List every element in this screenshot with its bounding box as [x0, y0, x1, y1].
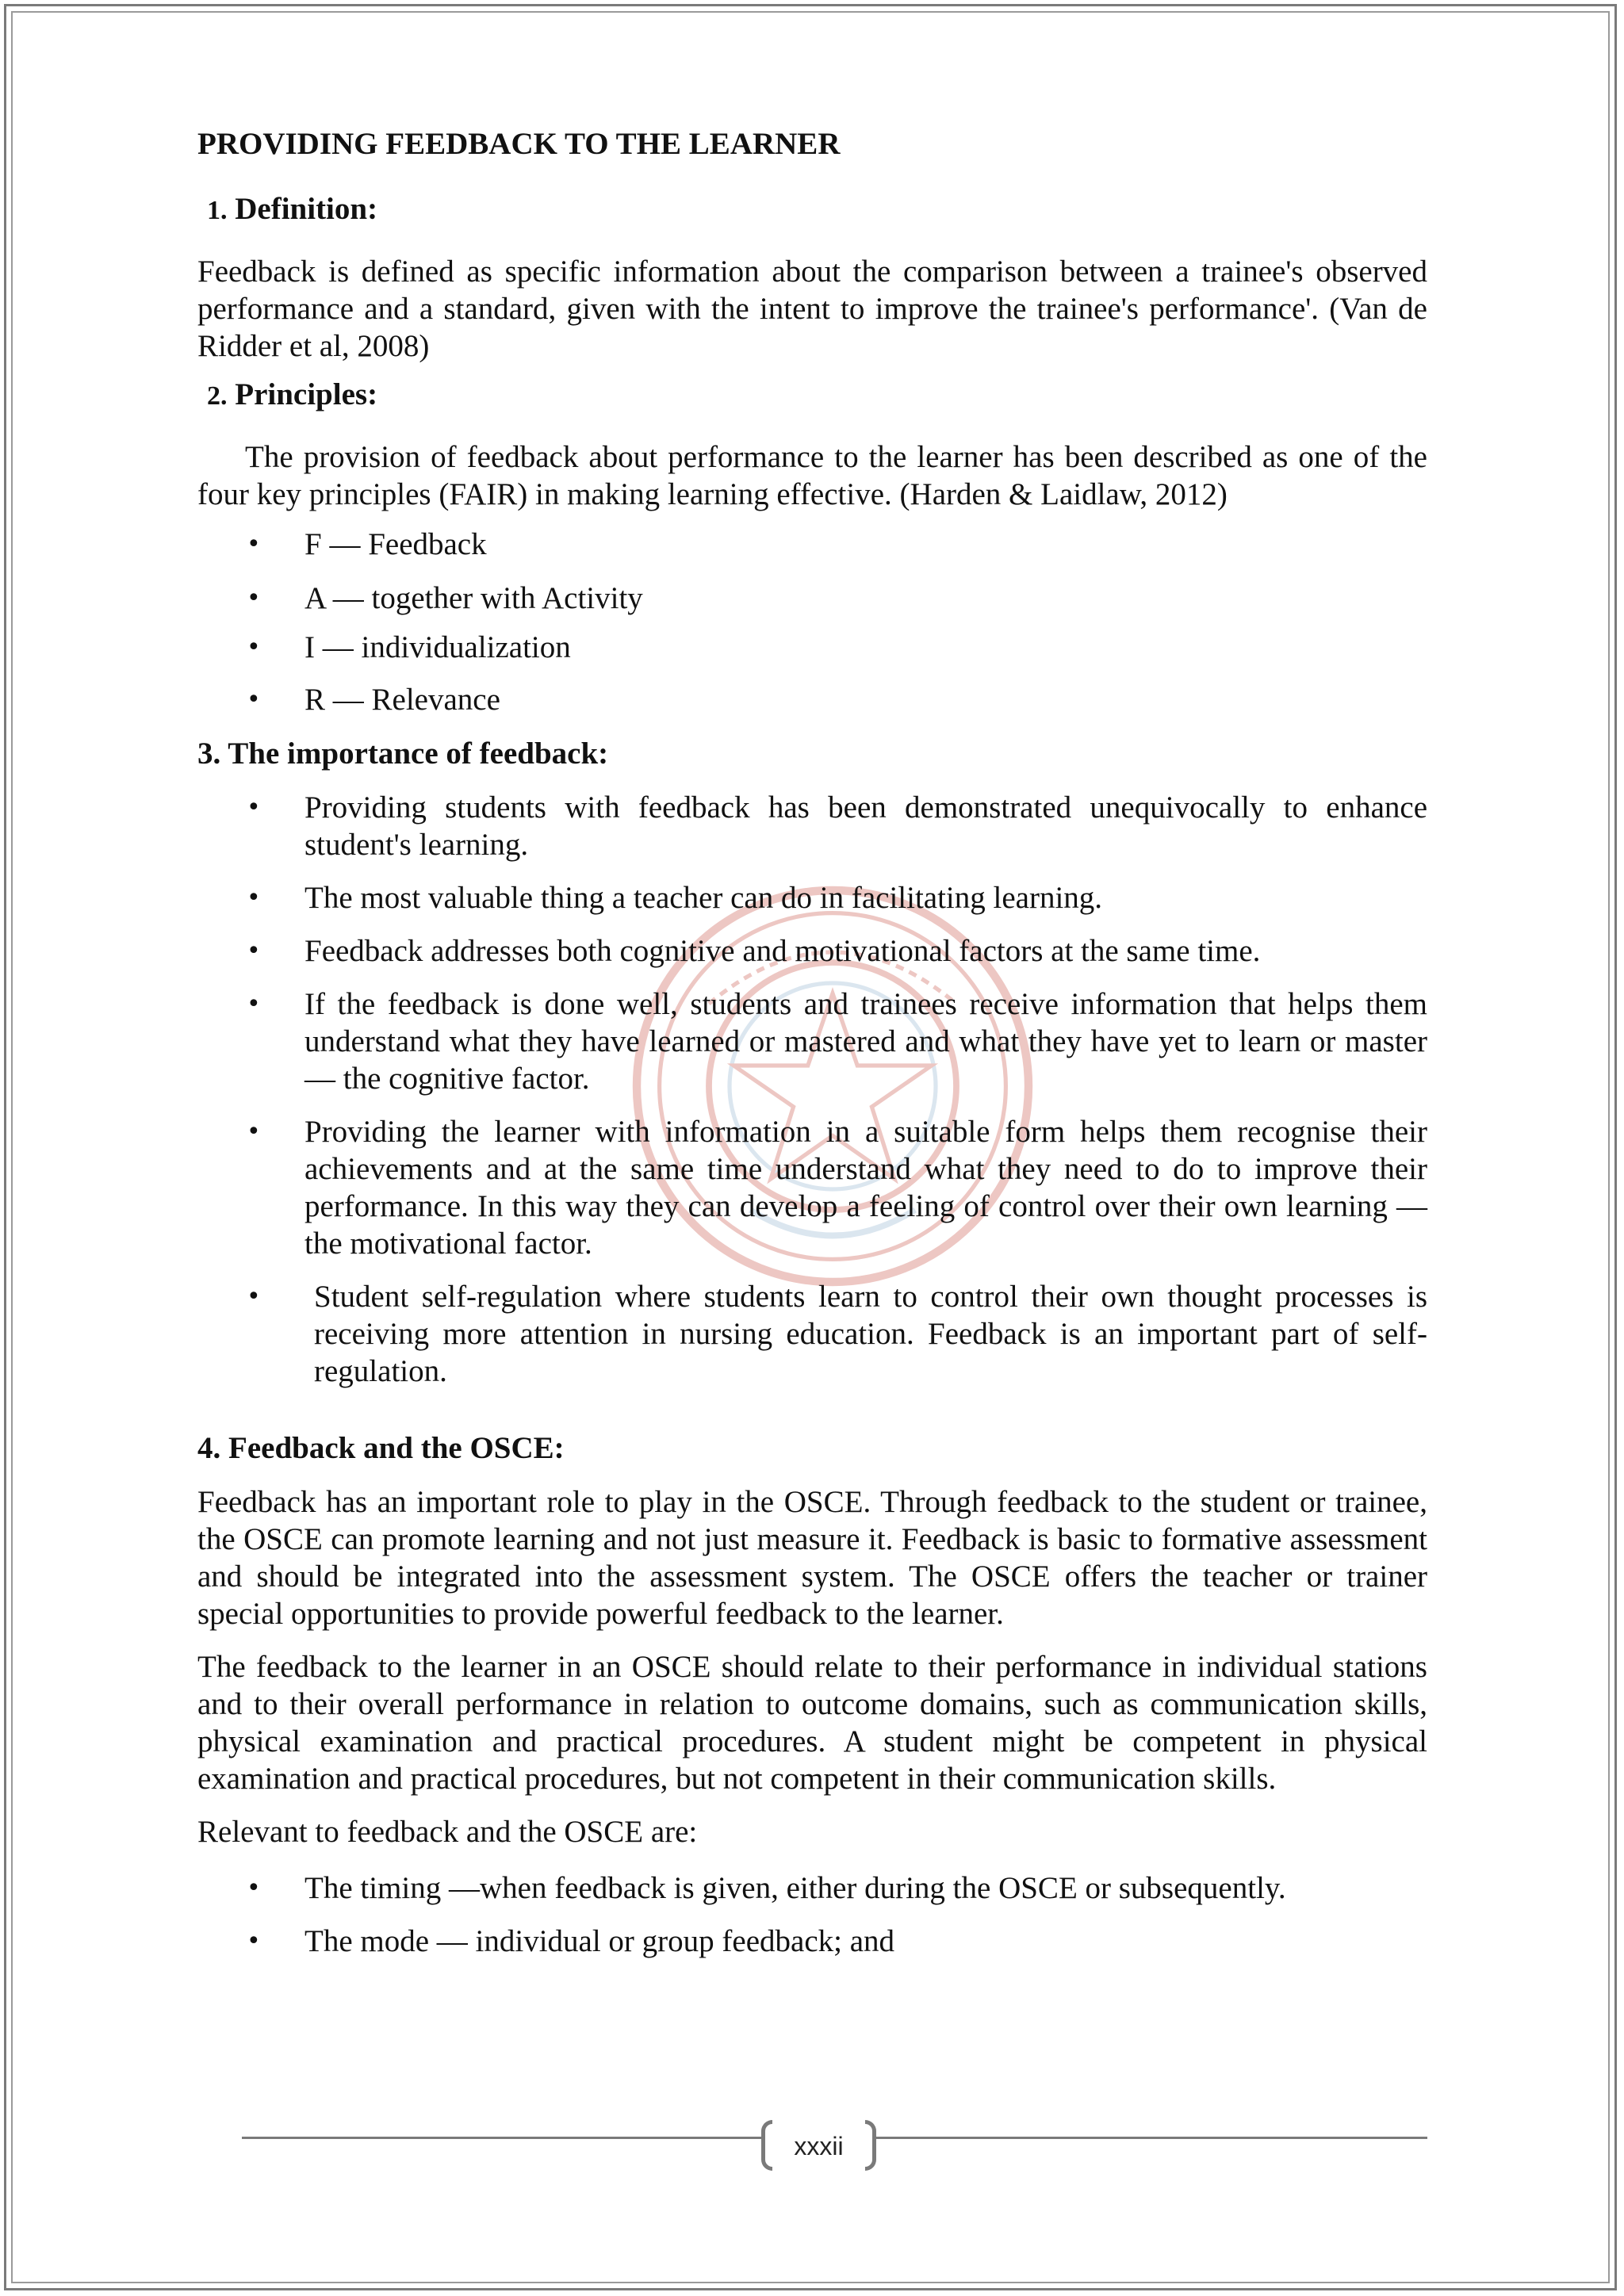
osce-heading: 4. Feedback and the OSCE: — [197, 1431, 565, 1465]
principles-heading-text: Principles: — [235, 377, 378, 411]
osce-paragraph-1: Feedback has an important role to play in the OSCE. Through feedback to the student or trainee, the OSCE can promote learning and not just measure it. Feedback is basic to formative assessment and should be integrated into the assessment system. The OSCE offers the teacher or trainer special opportunities to provide powerful feedback to the learner. — [197, 1485, 1427, 1631]
footer-rule-left — [242, 2137, 761, 2139]
definition-heading-text: Definition: — [235, 192, 378, 226]
list-item: • Providing the learner with information in a suitable form helps them recognise their achievements and at the same time understand what they need to do to improve their performance. In this way they can develop a feeling of control over their own learning —the motivational factor. — [197, 1113, 1427, 1262]
list-item: • A — together with Activity — [197, 580, 1427, 617]
importance-list — [197, 789, 1427, 1390]
list-item: • I — individualization — [197, 629, 1427, 666]
definition-number: 1. — [207, 196, 228, 225]
list-item: • The timing —when feedback is given, either during the OSCE or subsequently. — [197, 1869, 1427, 1907]
page-number-bracket-right — [865, 2120, 876, 2171]
osce-paragraph-3: Relevant to feedback and the OSCE are: — [197, 1815, 698, 1849]
page-number-bracket-left — [761, 2120, 772, 2171]
footer-rule-right — [876, 2137, 1427, 2139]
list-item: • Feedback addresses both cognitive and motivational factors at the same time. — [197, 932, 1427, 970]
list-item: • R — Relevance — [197, 681, 1427, 718]
page-title: PROVIDING FEEDBACK TO THE LEARNER — [197, 127, 841, 161]
list-item: • The most valuable thing a teacher can do in facilitating learning. — [197, 879, 1427, 916]
list-item: • If the feedback is done well, students and trainees receive information that helps them understand what they have learned or mastered and what they have yet to learn or master — the cognitive factor. — [197, 985, 1427, 1097]
osce-list — [197, 1869, 1427, 1960]
list-item: • F — Feedback — [197, 526, 1427, 563]
list-item: • The mode — individual or group feedback; and — [197, 1923, 1427, 1960]
principles-paragraph: The provision of feedback about performance to the learner has been described as one of the four key principles (FAIR) in making learning effective. (Harden & Laidlaw, 2012) — [197, 440, 1427, 511]
principles-number: 2. — [207, 381, 228, 411]
fair-list — [197, 526, 1427, 718]
list-item: • Student self-regulation where students learn to control their own thought processes is receiving more attention in nursing education. Feedback is an important part of self-regulation. — [197, 1278, 1427, 1390]
definition-heading — [197, 190, 1427, 229]
principles-heading — [197, 376, 1427, 415]
osce-paragraph-2: The feedback to the learner in an OSCE should relate to their performance in individual stations and to their overall performance in relation to outcome domains, such as communication skills, physical examination and practical procedures. A student might be competent in physical examination and practical procedures, but not competent in their communication skills. — [197, 1650, 1427, 1796]
page-number: xxxii — [794, 2132, 844, 2160]
importance-heading: 3. The importance of feedback: — [197, 737, 609, 771]
document-body — [197, 125, 1427, 1960]
list-item: • Providing students with feedback has been demonstrated unequivocally to enhance student's learning. — [197, 789, 1427, 863]
definition-paragraph: Feedback is defined as specific information about the comparison between a trainee's observed performance and a standard, given with the intent to improve the trainee's performance'. (Van de Ridder et al, 2008) — [197, 254, 1427, 363]
